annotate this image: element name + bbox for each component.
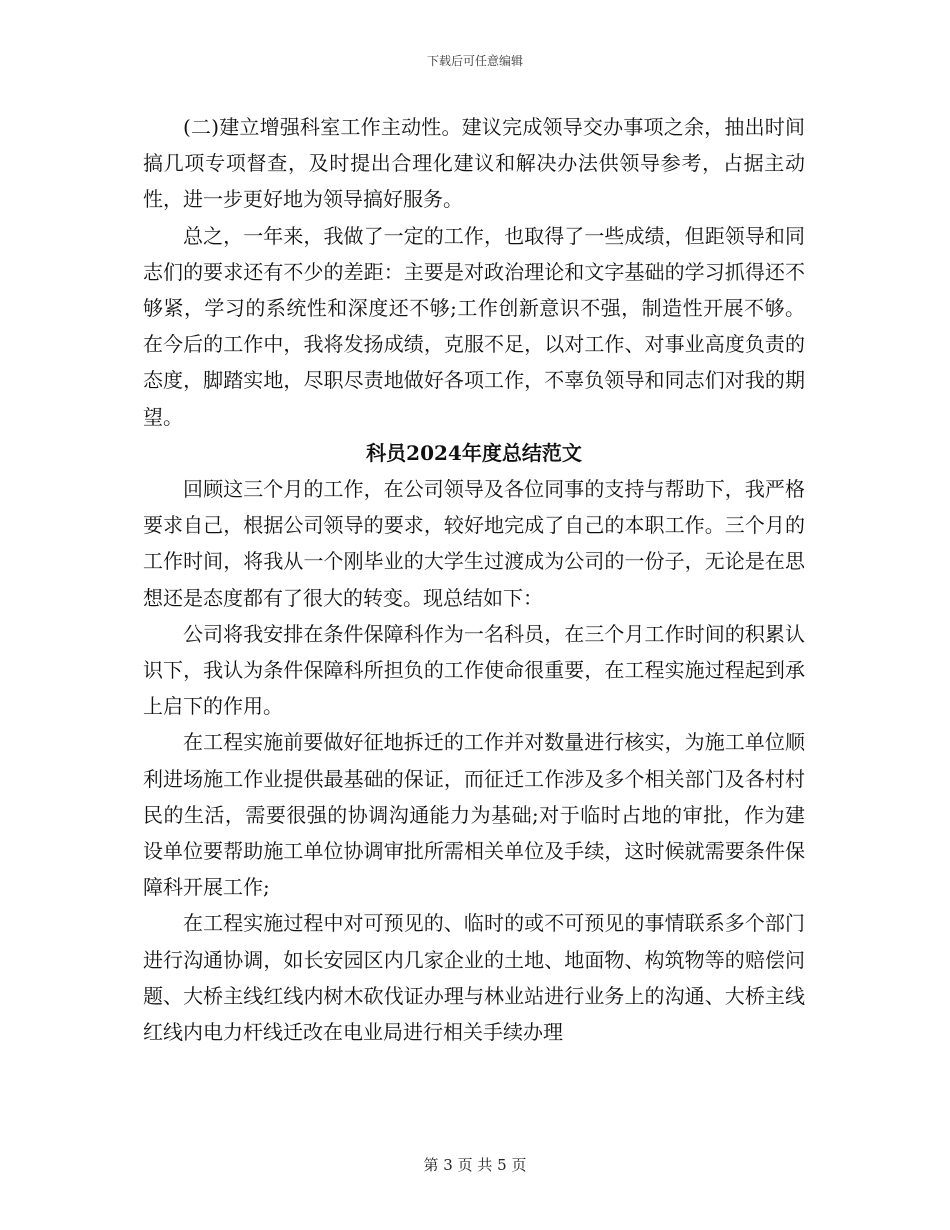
section-title: 科员2024年度总结范文 bbox=[366, 440, 582, 465]
paragraph: (二)建立增强科室工作主动性。建议完成领导交办事项之余，抽出时间搞几项专项督查，及时提出合理化建议和解决办法供领导参考，占据主动性，进一步更好地为领导搞好服务。 bbox=[143, 115, 805, 212]
paragraph: 在工程实施过程中对可预见的、临时的或不可预见的事情联系多个部门进行沟通协调，如长安园区内几家企业的土地、地面物、构筑物等的赔偿问题、大桥主线红线内树木砍伐证办理与林业站进行业务上的沟通、大桥主线红线内电力杆线迁改在电业局进行相关手续办理 bbox=[143, 911, 805, 1045]
page-number: 第 3 页 共 5 页 bbox=[423, 1156, 527, 1174]
paragraph: 公司将我安排在条件保障科作为一名科员，在三个月工作时间的积累认识下，我认为条件保障科所担负的工作使命很重要，在工程实施过程起到承上启下的作用。 bbox=[143, 621, 805, 719]
paragraph: 总之，一年来，我做了一定的工作，也取得了一些成绩，但距领导和同志们的要求还有不少的差距：主要是对政治理论和文字基础的学习抓得还不够紧，学习的系统性和深度还不够;工作创新意识不强，制造性开展不够。在今后的工作中，我将发扬成绩，克服不足，以对工作、对事业高度负责的态度，脚踏实地，尽职尽责地做好各项工作，不辜负领导和同志们对我的期望。 bbox=[143, 223, 805, 429]
document-body bbox=[143, 109, 805, 1050]
paragraph: 回顾这三个月的工作，在公司领导及各位同事的支持与帮助下，我严格要求自己，根据公司领导的要求，较好地完成了自己的本职工作。三个月的工作时间，将我从一个刚毕业的大学生过渡成为公司的一份子，无论是在思想还是态度都有了很大的转变。现总结如下： bbox=[143, 477, 805, 610]
paragraph: 在工程实施前要做好征地拆迁的工作并对数量进行核实，为施工单位顺利进场施工作业提供最基础的保证，而征迁工作涉及多个相关部门及各村村民的生活，需要很强的协调沟通能力为基础;对于临时占地的审批，作为建设单位要帮助施工单位协调审批所需相关单位及手续，这时候就需要条件保障科开展工作; bbox=[143, 730, 805, 900]
page-header: 下载后可任意编辑 bbox=[426, 54, 523, 68]
